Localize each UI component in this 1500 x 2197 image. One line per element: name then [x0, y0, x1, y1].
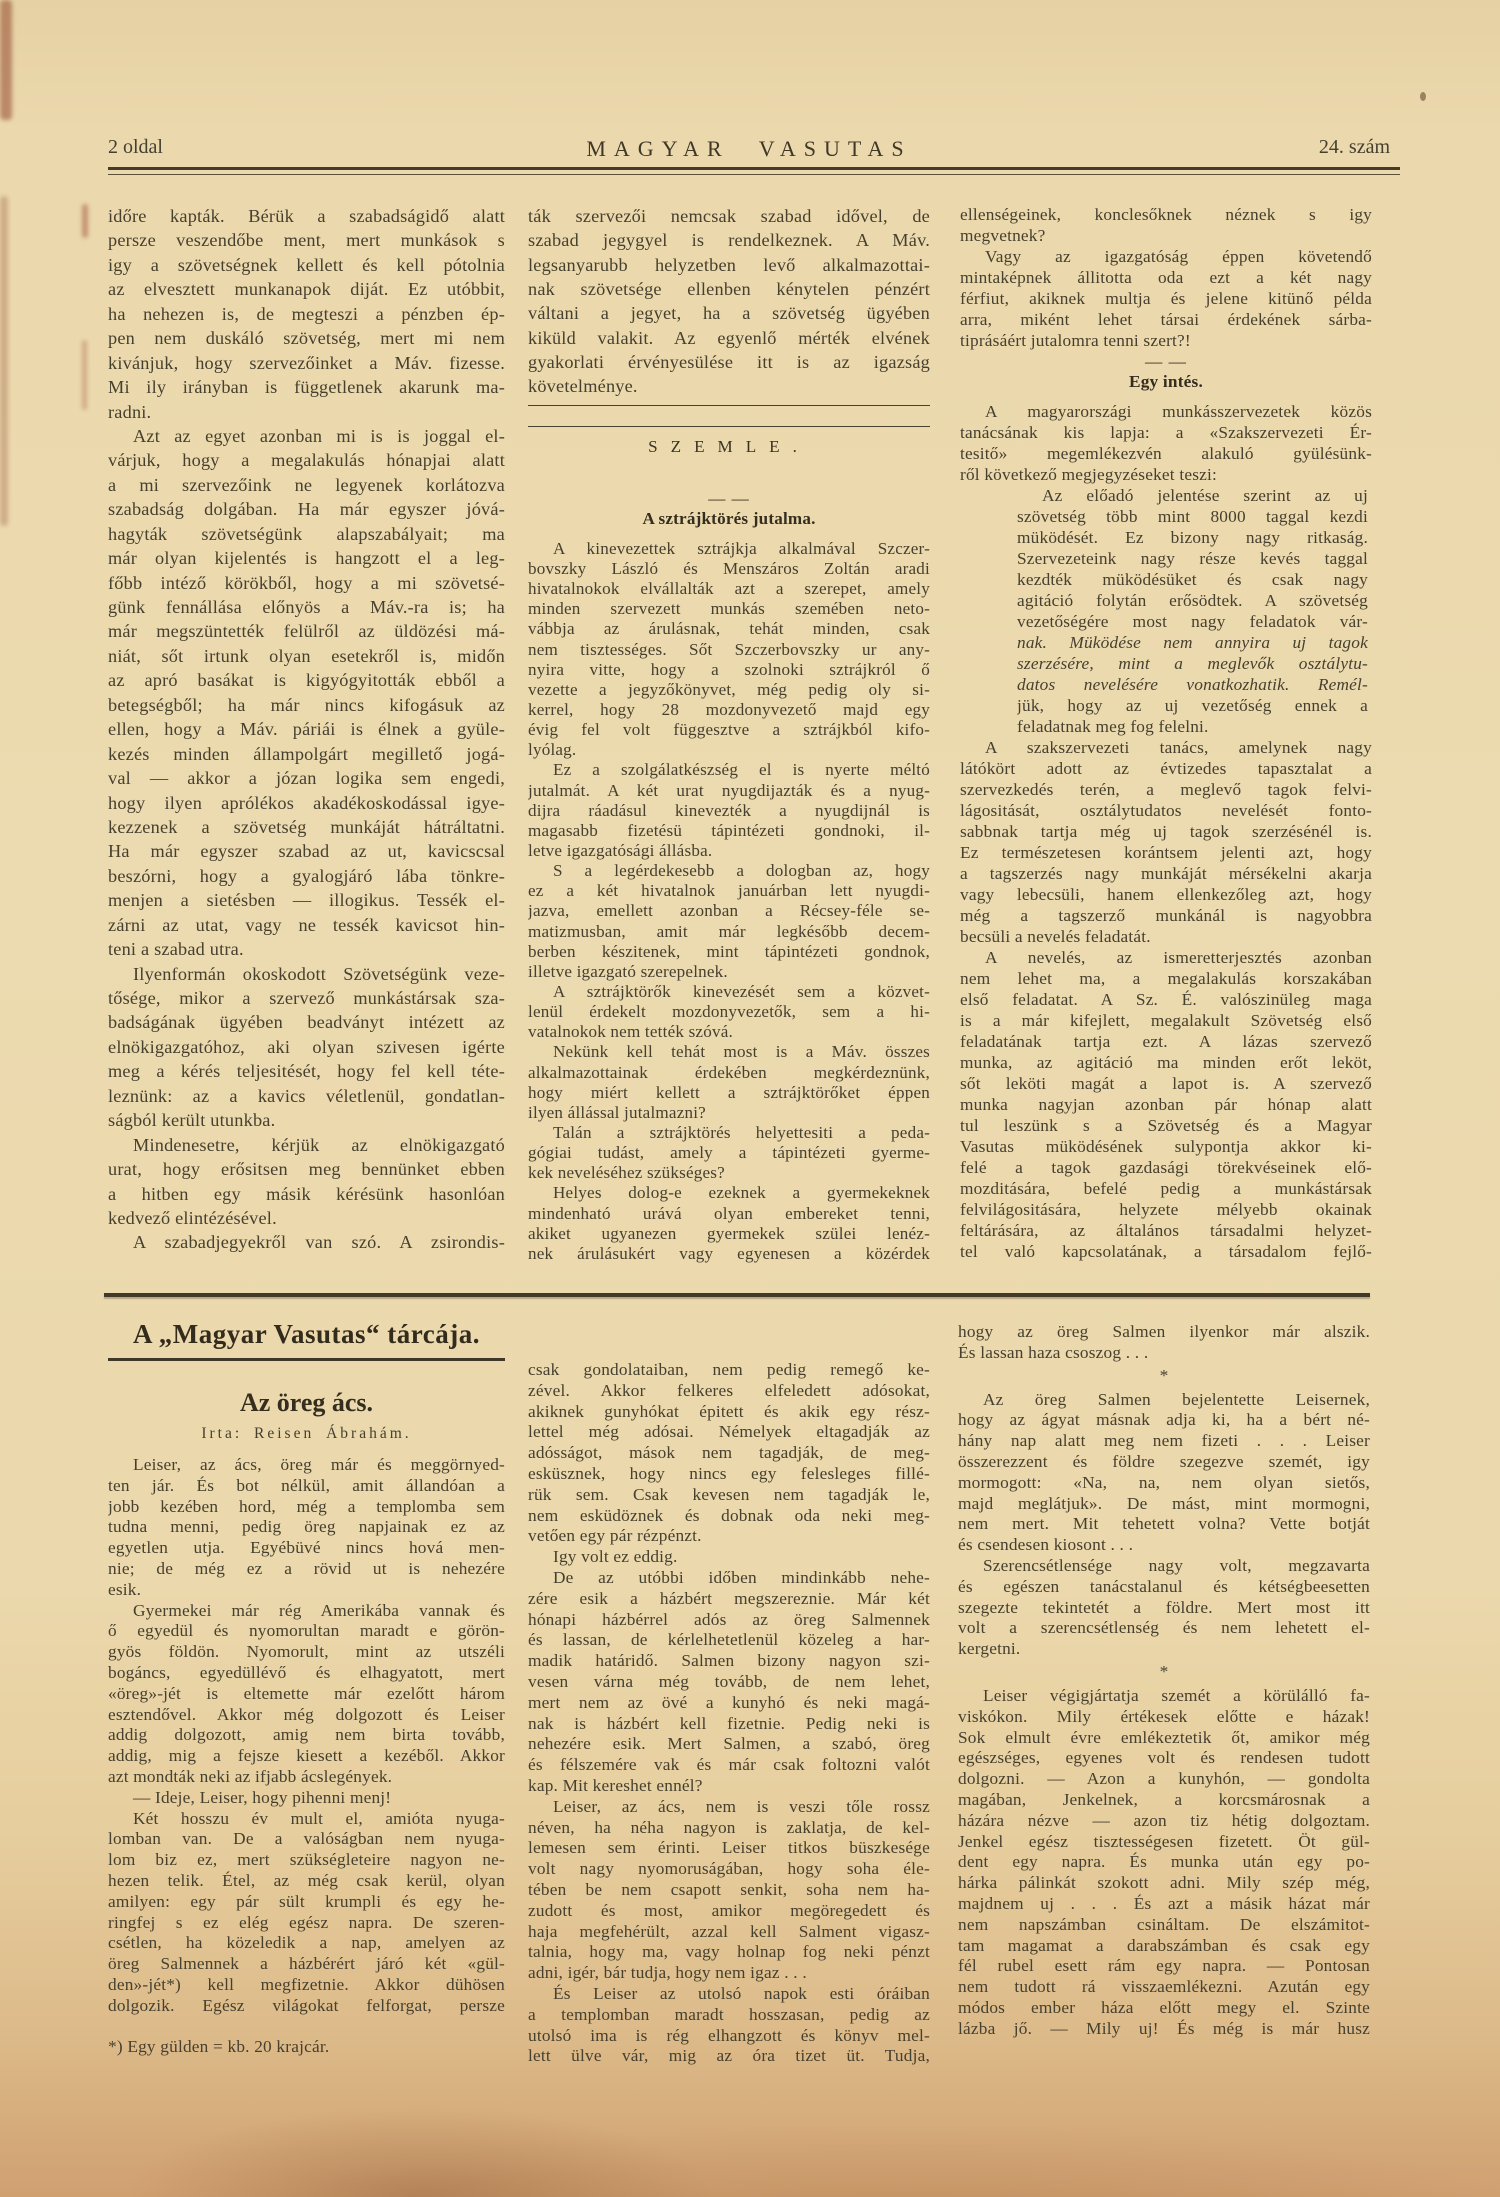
text-line: férfiut, akiknek multja és jelene kitünő példa [960, 289, 1372, 308]
scan-edge-artifact [0, 196, 8, 526]
text-line: zárni az utat, vagy ne tessék kavicsot hin- [108, 914, 505, 935]
text-line: Vasutas müködésének sulypontja akkor ki- [960, 1137, 1372, 1156]
text-line: és csendesen kiosont . . . [958, 1535, 1134, 1555]
text-line: szövetség több mint 8000 taggal kezdi [1017, 507, 1368, 526]
text-line: talnia, hogy ma, vagy holnap fog neki pénzt [528, 1942, 930, 1962]
text-line: den»-jét*) kell megfizetnie. Akkor dühösen [108, 1974, 505, 1994]
text-line: hárka pálinkát szokott adni. Mily szép még, [958, 1873, 1370, 1893]
text-line: Mindenesetre, kérjük az elnökigazgató [133, 1134, 505, 1155]
text-line: a mi szervezőink ne legyenek korlátozva [108, 474, 505, 495]
text-line: A szakszervezeti tanács, amelynek nagy [985, 738, 1372, 757]
text-line: nek árulásukért vagy egyenesen a közérdek [528, 1243, 930, 1263]
text-line: Az előadó jelentése szerint az uj [1042, 486, 1368, 505]
text-line: S a legérdekesebb a dologban az, hogy [553, 861, 930, 881]
text-line: kiküld valakit. Az egyenlő mérték elvének [528, 327, 930, 348]
text-line: adósságot, mások nem tagadják, de meg- [528, 1443, 930, 1463]
section-divider-rule [104, 1293, 1370, 1297]
text-line: Leiser, az ács, nem is veszi tőle rossz [553, 1796, 930, 1816]
text-line: ellen, hogy a Máv. páriái is élnek a gyüle- [108, 719, 505, 740]
text-line: a tagszerzés nagy munkáját mérsékelni akarja [960, 864, 1372, 883]
feuilleton-banner: A „Magyar Vasutas“ tárcája. [132, 1319, 480, 1349]
text-line: Sok elmult évre emlékeztetik őt, amikor még [958, 1727, 1370, 1747]
text-line: látókört adott az évtizedes tapasztalat a [960, 759, 1372, 778]
text-line: gógiai tudást, amely a tápintézeti gyerme- [528, 1143, 930, 1163]
text-line: adni, igér, bár tudja, hogy nem igaz . . . [528, 1963, 807, 1983]
text-line: nak szövetsége ellenben kénytelen pénzért [528, 279, 930, 300]
text-line: kek neveléséhez szükséges? [528, 1163, 725, 1183]
text-line: feladatának tartja ezt. A lázas szervező [960, 1032, 1372, 1051]
star-separator: * [1159, 1365, 1169, 1385]
column-3 [960, 204, 1372, 1264]
text-line: A sztrájktörők kinevezését sem a közvet- [553, 981, 930, 1001]
text-line: szervezkedés terén, a meglevő tagok felvi- [960, 780, 1372, 799]
text-line: lettel még adósai. Némelyek eltagadják az [528, 1422, 930, 1442]
text-line: lágositását, osztálytudatos nevelését fonto- [960, 801, 1372, 820]
text-line: hezen telik. Étel, az még csak kerül, olyan [108, 1870, 505, 1890]
text-line: várjuk, hogy a megalakulás hónapjai alatt [108, 450, 505, 471]
text-line: A magyarországi munkásszervezetek közös [985, 402, 1372, 421]
text-line: már olyan kijelentés is hangzott el a leg- [108, 548, 505, 569]
text-line: vábbja az árulásnak, tehát minden, csak [528, 619, 930, 639]
text-line: dolgozik. Egész világokat felforgat, persze [108, 1995, 505, 2015]
text-line: legsanyarubb helyzetben levő alkalmazottai- [528, 254, 930, 275]
scan-edge-artifact [0, 0, 12, 120]
text-line: zére esik a házbért megszereznie. Már két [528, 1588, 930, 1608]
text-line: akiknek gunyhókat épitett és akik egy rész- [528, 1401, 930, 1421]
text-line: vetően egy pár rézpénzt. [528, 1526, 702, 1546]
text-line: Mi ily irányban is függetlenek akarunk ma- [108, 377, 505, 398]
story-title: Az öreg ács. [239, 1388, 374, 1417]
issue-number: 24. szám [1318, 136, 1390, 158]
text-line: egészséges, egyenes volt és rendesen tudott [958, 1748, 1370, 1768]
text-line: Ha már egyszer szabad az ut, kavicscsal [108, 841, 505, 862]
page-number: 2 oldal [108, 136, 163, 158]
text-line: szerzésére, mint a meglevők osztálytu- [1017, 654, 1368, 673]
text-line: agitáció folytán erősödtek. A szövetség [1017, 591, 1368, 610]
star-separator: * [1159, 1661, 1169, 1681]
feuilleton-column-2 [528, 1360, 930, 2067]
text-line: és félszemére vak és már csak foltozni valót [528, 1755, 930, 1775]
text-line: tősége, mikor a szervező munkástársak sza- [108, 988, 505, 1008]
text-line: De az utóbbi időben mindinkább nehe- [553, 1567, 930, 1587]
text-line: jük, hogy az uj vezetőség ennek a [1017, 696, 1368, 715]
text-line: szegezte tekintetét a földre. Mert most itt [958, 1597, 1370, 1617]
text-line: És Leiser az utolsó napok esti óráiban [553, 1983, 930, 2003]
section-title-szemle: SZEMLE. [648, 436, 810, 456]
page-header [108, 136, 1390, 166]
text-line: és lassan, de kérlelhetetlenül közeleg a har- [528, 1630, 930, 1650]
text-line: volt nagy nyomoruságában, hogy soha éle- [528, 1859, 930, 1879]
text-line: matizmusban, amit már legkésőbb decem- [528, 921, 930, 941]
text-line: Leiser végigjártatja szemét a körülálló fa- [983, 1685, 1370, 1705]
text-line: zudott és most, amikor megöregedett és [528, 1900, 930, 1920]
text-line: házára nézve — azon tiz hétig dolgoztam. [958, 1810, 1370, 1830]
text-line: főbb intéző körökből, hogy a mi szövetsé- [108, 572, 505, 593]
text-line: kerrel, hogy 28 mozdonyvezető majd egy [528, 700, 930, 720]
article-title: A sztrájktörés jutalma. [642, 508, 816, 528]
text-line: tiprásáért jutalomra tenni szert?! [960, 331, 1191, 350]
column-1 [108, 204, 505, 1264]
text-line: madik határidő. Salmen bizony nagyon szi- [528, 1651, 930, 1671]
text-line: volt a szerencsétlenség és nem lehetett el- [958, 1618, 1370, 1638]
text-line: gyakorlati érvényesülése itt is az igazság [528, 352, 930, 373]
section-divider-rule [528, 405, 930, 427]
text-line: hogy az ágyat másnak adja ki, ha a bért né- [958, 1410, 1370, 1430]
text-line: Gyermekei már rég Amerikába vannak és [133, 1600, 505, 1620]
text-line: nak. Müködése nem annyira uj tagok [1017, 633, 1368, 652]
text-line: leznünk: az a kavics véletlenül, gondatlan- [108, 1085, 505, 1106]
text-line: módos ember háza előtt megy el. Szinte [958, 1997, 1370, 2017]
text-line: Igy volt ez eddig. [553, 1547, 678, 1567]
text-line: jutalmát. A két urat nyugdijazták és a nyug- [528, 780, 930, 800]
text-line: ságból került utunkba. [108, 1110, 276, 1131]
text-line: lyólag. [528, 740, 577, 760]
text-line: nem tudott rá visszaemlékezni. Azután egy [958, 1977, 1370, 1997]
text-line: tudna menni, pedig öreg napjainak ez az [108, 1517, 505, 1537]
header-rule [108, 167, 1400, 175]
text-line: Talán a sztrájktörés helyettesiti a peda- [553, 1122, 930, 1142]
text-line: akiket ugyanezen gyermekek szülei lenéz- [528, 1223, 930, 1243]
text-line: is a már kifejlett, megalakult Szövetség első [960, 1011, 1372, 1030]
text-line: feltárására, az általános társadalmi helyzet- [960, 1221, 1372, 1240]
text-line: badságának ügyében beadványt intézett az [108, 1012, 505, 1033]
text-line: már megszüntették felülről az üldözési má- [108, 621, 505, 642]
text-line: «öreg»-jét is eltemette már ezelőtt három [108, 1683, 505, 1703]
text-line: bovszky László és Menszáros Zoltán aradi [528, 559, 930, 579]
text-line: tel való kapcsolatának, a társadalom fejlő- [960, 1242, 1372, 1261]
text-line: nak is házbért kell fizetnie. Pedig neki is [528, 1713, 930, 1733]
text-line: niát, sőt irtunk olyan esetekről is, midőn [108, 645, 505, 666]
text-line: követelménye. [528, 376, 638, 397]
text-line: rük sem. Csak kevesen nem tagadják le, [528, 1484, 930, 1504]
text-line: hogy miért kellett a sztrájktörőket éppen [528, 1082, 930, 1102]
text-line: lázba jő. — Mily uj! És még is már husz [958, 2018, 1370, 2038]
article-title: Egy intés. [1128, 372, 1203, 391]
text-line: beszórni, hogy a gyalogjáró lába tönkre- [108, 865, 505, 886]
text-line: tul leszünk s a Szövetség és a Magyar [960, 1116, 1372, 1135]
text-line: magasabb fizetésü tápintézeti gondnoki, il- [528, 820, 930, 840]
text-line: amilyen: egy pár sült krumpli és egy he- [108, 1891, 505, 1911]
text-line: addig, mig a fejsze kiesett a kezéből. Akkor [108, 1746, 505, 1766]
text-line: gyös földön. Nyomorult, mint az utszéli [108, 1642, 505, 1662]
masthead: MAGYAR VASUTAS [586, 136, 912, 161]
text-line: és egészen tanácstalanul és kétségbeesetten [958, 1576, 1370, 1596]
text-line: illetve igazgató szerepelnek. [528, 961, 728, 981]
text-line: magában, Jenkelnek, a korcsmárosnak a [958, 1789, 1370, 1809]
text-line: azt mondták neki az ifjabb ácslegények. [108, 1766, 393, 1786]
text-line: Nekünk kell tehát most is a Máv. összes [553, 1042, 930, 1062]
text-line: ha nehezen is, de megteszi a pénzben ép- [108, 303, 505, 324]
story-byline: Irta: Reisen Ábrahám. [201, 1425, 412, 1442]
text-line: mozditására, befelé pedig a munkástársak [960, 1179, 1372, 1198]
text-line: nehezére esik. Mert Salmen, a szabó, öreg [528, 1734, 930, 1754]
dash-separator: — — [708, 488, 750, 508]
text-line: vezette a jegyzőkönyvet, még pedig oly si- [528, 679, 930, 699]
text-line: nem tisztességes. Sőt Szczerbovszky ur any- [528, 639, 930, 659]
text-line: Azt az egyet azonban mi is is joggal el- [133, 425, 505, 446]
text-line: Szerencsétlensége nagy volt, megzavarta [983, 1555, 1370, 1575]
text-line: urat, hogy erősitsen meg bennünket ebben [108, 1159, 505, 1180]
text-line: pen nem duskáló szövetség, mert mi nem [108, 328, 505, 349]
text-line: müködését. Ez bizony nagy ritkaság. [1017, 528, 1368, 547]
text-line: ről következő megjegyzéseket teszi: [960, 465, 1217, 484]
text-line: váltani a jegyet, ha a szövetség ügyében [528, 303, 930, 324]
text-line: teni a szabad utra. [108, 939, 244, 960]
text-line: kergetni. [958, 1639, 1021, 1659]
text-line: Ez természetesen korántsem jelenti azt, hogy [960, 843, 1372, 862]
text-line: lomban van. De a valóságban nem nyuga- [108, 1829, 505, 1849]
text-line: feladatnak meg fog felelni. [1017, 717, 1209, 736]
text-line: munka, az agitáció ma minden erőt leköt, [960, 1053, 1372, 1072]
text-line: günk fennállása előnyös a Máv.-ra is; ha [108, 597, 505, 617]
text-line: szabad jegygyel is rendelkeznek. A Máv. [528, 230, 930, 251]
text-line: időre kapták. Bérük a szabadságidő alatt [108, 206, 505, 226]
text-line: hány nap alatt meg nem fizeti . . . Leiser [958, 1431, 1370, 1451]
text-line: jazva, emellett azonban a Récsey-féle se- [528, 901, 930, 921]
dash-separator: — — [1145, 352, 1187, 371]
text-line: A nevelés, az ismeretterjesztés azonban [985, 948, 1372, 967]
text-line: a templomban maradt hosszasan, pedig az [528, 2004, 930, 2024]
text-line: jobb kezében hord, még a templomba sem [108, 1496, 505, 1516]
text-line: Az öreg Salmen bejelentette Leisernek, [983, 1389, 1370, 1409]
text-line: néven, ha néha nagyon is zaklatja, de kel- [528, 1817, 930, 1837]
text-line: kedvező elintézésével. [108, 1207, 277, 1228]
feuilleton-column-1 [108, 1312, 505, 2057]
scan-edge-artifact [82, 204, 88, 238]
text-line: ták szervezői nemcsak szabad idővel, de [528, 206, 930, 226]
text-line: letve igazgatósági állásba. [528, 841, 713, 860]
text-line: megvetnek? [960, 226, 1046, 245]
text-line: tanácsának kis lapja: a «Szakszervezeti Ér- [960, 423, 1372, 442]
text-line: ő egyedül és nyomorultan maradt e görön- [108, 1621, 505, 1641]
text-line: kezés minden állampolgárt megillető jogá- [108, 743, 505, 764]
text-line: hogy az öreg Salmen ilyenkor már alszik. [958, 1322, 1370, 1341]
text-line: még a tagszerző munkánál is nagyobbra [960, 906, 1372, 925]
text-line: Ez a szolgálatkészség el is nyerte méltó [553, 760, 930, 780]
text-line: mert nem az övé a kunyhó és neki magá- [528, 1692, 930, 1712]
text-line: zével. Akkor felkeres elfeledett adósokat, [528, 1380, 930, 1400]
text-line: mintaképnek állitotta oda ezt a két nagy [960, 268, 1372, 287]
text-line: Két hosszu év mult el, amióta nyuga- [133, 1808, 505, 1828]
text-line: fél rubel esett rám egy napra. — Pontosan [958, 1956, 1370, 1976]
text-line: első feladatat. A Sz. É. valószinüleg maga [960, 990, 1372, 1009]
text-line: a hitben egy másik kérésünk hasonlóan [108, 1183, 505, 1204]
text-line: hónapi házbérrel adós az öreg Salmennek [528, 1609, 930, 1629]
text-line: becsüli a nevelés feladatát. [960, 927, 1151, 946]
text-line: évig fel volt függesztve a sztrájkból kifo- [528, 720, 930, 740]
text-line: Szervezeteink nagy része kevés taggal [1017, 549, 1368, 568]
text-line: vagy lebecsüli, hanem ellenkezőleg azt, hogy [960, 885, 1372, 904]
text-line: persze veszendőbe ment, mert munkások s [108, 230, 505, 251]
text-line: arra, miként lehet társai érdekének sárba- [960, 310, 1372, 329]
text-line: lenül érdekelt mozdonyvezetők, sem a hi- [528, 1002, 930, 1022]
text-line: sőt leköti magát a lapot is. A szervező [960, 1074, 1372, 1093]
text-line: Helyes dolog-e ezeknek a gyermekeknek [553, 1183, 930, 1203]
text-line: felé a tagok gazdasági törekvéseinek elő- [960, 1158, 1372, 1177]
text-line: majd meglátjuk». De mást, mint mormogni, [958, 1493, 1370, 1513]
text-line: bogáncs, egyedüllévő és elhagyatott, mert [108, 1662, 505, 1682]
text-line: elnökigazgatóhoz, aki olyan szivesen igérte [108, 1036, 505, 1057]
text-line: Ilyenformán okoskodott Szövetségünk veze- [133, 963, 505, 984]
text-line: menjen a sietésben — illogikus. Tessék el- [108, 890, 505, 911]
text-line: lom biz ez, mert szükségleteire nagyon ne- [108, 1850, 505, 1870]
text-line: haja megfehérült, azzal kell Salment vigasz- [528, 1921, 930, 1941]
column-2 [528, 204, 930, 1264]
text-line: nem mert. Mit tehetett volna? Vette botját [958, 1514, 1370, 1534]
text-line: kezzenek a szövetség munkáját hátráltatni. [108, 816, 505, 837]
text-line: tesitő» megemlékezvén alakuló gyülésünk- [960, 444, 1372, 463]
text-line: alkalmazottainak érdekében megkérdeznünk, [528, 1062, 930, 1082]
text-line: — Ideje, Leiser, hogy pihenni menj! [133, 1787, 392, 1807]
feuilleton-column-3 [958, 1322, 1370, 2040]
text-line: lett ülve vár, mig az óra tizet üt. Tudja, [528, 2046, 930, 2066]
text-line: dolgozni. — Azon a kunyhón, — gondolta [958, 1769, 1370, 1789]
text-line: És lassan haza csoszog . . . [958, 1342, 1149, 1362]
text-line: csétlen, ha közeledik a nap, amelyen az [108, 1933, 505, 1953]
text-line: öreg Salmennek a házbérért járó két «gül- [108, 1954, 505, 1974]
text-line: vesen várna még tovább, de nem lehet, [528, 1671, 930, 1691]
text-line: sabbnak tartja még uj tagok szerzésénél is. [960, 822, 1372, 841]
text-line: hogy ilyen aprólékos akadékoskodással igye- [108, 792, 505, 813]
text-line: minden szervezett munkás szemében neto- [528, 599, 930, 619]
text-line: nie; de még ez a rövid ut is nehezére [108, 1558, 505, 1578]
text-line: csak gondolataiban, nem pedig remegő ke- [528, 1360, 930, 1379]
text-line: esztendővel. Akkor még dolgozott és Leiser [108, 1704, 505, 1724]
text-line: berben készitenek, mint tápintézeti gondnok, [528, 941, 930, 961]
text-line: kivánjuk, hogy szervezőinket a Máv. fizesse. [108, 352, 505, 373]
text-line: nyira vitte, hogy a szolnoki sztrájkról ő [528, 659, 930, 679]
text-line: dent egy napra. És munka után egy po- [958, 1852, 1370, 1872]
text-line: mormogott: «Na, na, nem olyan sietős, [958, 1472, 1370, 1492]
text-line: munka nagyjan azonban pár hónap alatt [960, 1095, 1372, 1114]
text-line: igy a szövetségnek kellett és kell pótolnia [108, 254, 505, 275]
text-line: addig dolgozott, amig nem birta tovább, [108, 1725, 505, 1745]
text-line: felvilágositására, helyzete mélyebb okainak [960, 1200, 1372, 1219]
scan-edge-artifact [82, 340, 87, 410]
text-line: val — akkor a józan logika sem engedi, [108, 768, 505, 789]
text-line: hagyták szövetségünk alapszabályait; ma [108, 523, 505, 544]
text-line: vezetőségére most nagy feladatok vár- [1017, 612, 1368, 631]
text-line: datos nevelésére vonatkozhatik. Remél- [1017, 675, 1368, 694]
text-line: nem napszámban csináltam. De elszámitot- [958, 1914, 1370, 1934]
text-line: nem lehet ma, a megalakulás korszakában [960, 969, 1372, 988]
feuilleton-banner-rule [108, 1358, 505, 1361]
text-line: kap. Mit kereshet ennél? [528, 1775, 703, 1795]
text-line: összerezzent és földre szegezve szemét, igy [958, 1451, 1370, 1471]
text-line: mindenható urává olyan embereket tenni, [528, 1203, 930, 1223]
text-line: radni. [108, 401, 152, 422]
text-line: lemesen sem érinti. Leiser titkos büszkesége [528, 1838, 930, 1858]
text-line: az apró basákat is kigyógyitották ebből a [108, 670, 505, 691]
story-text-1 [108, 1455, 505, 2057]
paper-speck [1420, 92, 1426, 101]
text-line: dijra ráadásul kinevezték a nyugdijnál is [528, 800, 930, 820]
text-line: ez a két hivatalnok januárban lett nyugdi- [528, 881, 930, 901]
text-line: ellenségeinek, konclesőknek néznek s igy [960, 205, 1372, 224]
text-line: nem esküdöznek és dobnak oda neki meg- [528, 1505, 930, 1525]
text-line: Vagy az igazgatóság éppen követendő [985, 247, 1372, 266]
text-line: tam magamat a darabszámban és csak egy [958, 1935, 1370, 1955]
text-line: ilyen állással jutalmazni? [528, 1102, 706, 1122]
text-line: hivatalnokok elvállalták azt a szerepet, amely [528, 579, 930, 599]
text-line: Leiser, az ács, öreg már és meggörnyed- [133, 1455, 505, 1474]
footnote: *) Egy gülden = kb. 20 krajcár. [108, 2036, 330, 2056]
text-line: A kinevezettek sztrájkja alkalmával Szczer- [553, 538, 930, 558]
text-line: meg a kérés teljesitését, hogy fel kell téte- [108, 1061, 505, 1082]
text-line: viskókon. Mily értékesek előtte e házak! [958, 1706, 1370, 1726]
text-line: esik. [108, 1579, 142, 1599]
text-line: A szabadjegyekről van szó. A zsirondis- [133, 1232, 505, 1253]
text-line: majdnem uj . . . És azt a másik házat már [958, 1893, 1370, 1913]
text-line: vatalnokok nem tették szóvá. [528, 1022, 733, 1042]
text-line: ringfej s ez elég egész napra. De szeren- [108, 1912, 505, 1932]
text-line: kezdték müködésüket és csak nagy [1017, 570, 1368, 589]
text-line: utolsó ima is rég elhangzott és könyv mel- [528, 2025, 930, 2045]
text-line: esküsznek, hogy nincs egy felesleges fillé- [528, 1463, 930, 1483]
text-line: egyetlen utja. Egyébüvé nincs hová men- [108, 1538, 505, 1558]
text-line: az elvesztett munkanapok diját. Ez utóbbit, [108, 279, 505, 300]
text-line: Jenkel egész tisztességesen fizetett. Öt gül- [958, 1831, 1370, 1851]
text-line: tében be nem csapott senkit, soha nem ha- [528, 1879, 930, 1899]
text-line: betegségből; ha már nincs kifogásuk az [108, 694, 505, 715]
text-line: ten jár. És bot nélkül, amit állandóan a [108, 1475, 505, 1495]
top-section [108, 204, 1372, 1264]
text-line: szabadság dolgában. Ha már egyszer jóvá- [108, 499, 505, 520]
